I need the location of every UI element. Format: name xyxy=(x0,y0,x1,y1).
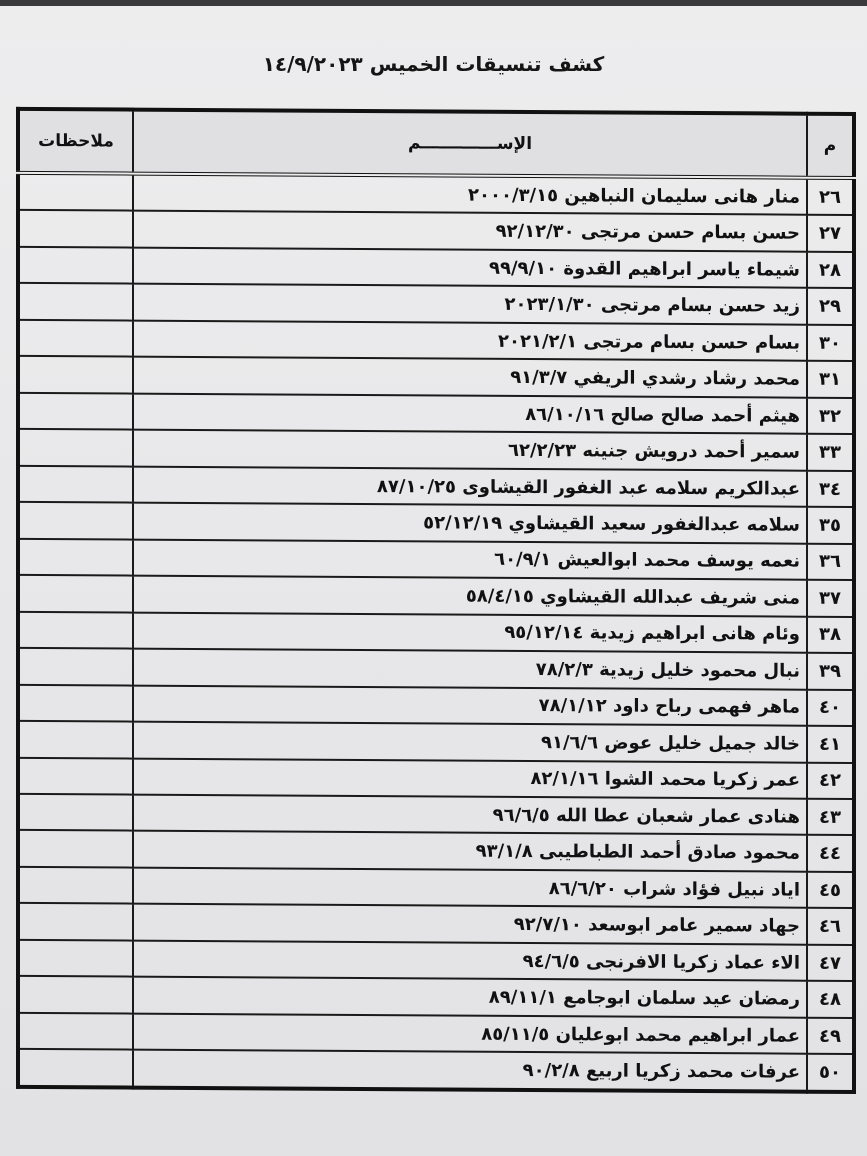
row-notes xyxy=(18,757,133,794)
table-row xyxy=(18,210,854,252)
row-notes xyxy=(18,648,133,685)
table-row xyxy=(18,757,854,799)
row-number: ٤٩ xyxy=(807,1017,854,1054)
table-row xyxy=(18,1049,854,1092)
row-notes xyxy=(18,794,133,831)
row-notes xyxy=(18,830,133,867)
row-notes xyxy=(18,684,133,721)
row-name: عبدالكريم سلامه عبد الغفور القيشاوى ٨٧/١٠/٢٥ xyxy=(133,466,807,507)
row-notes xyxy=(18,429,133,466)
table-row xyxy=(18,466,854,508)
row-number: ٣٣ xyxy=(807,434,854,471)
row-number: ٤٢ xyxy=(807,762,854,799)
row-number: ٣٥ xyxy=(807,507,854,544)
row-notes xyxy=(18,247,133,284)
table-row xyxy=(18,320,854,362)
row-number: ٤٦ xyxy=(807,908,854,945)
row-number: ٢٦ xyxy=(807,178,854,216)
table-row xyxy=(18,867,854,909)
row-notes xyxy=(18,976,133,1013)
table-row xyxy=(18,539,854,581)
row-number: ٣٤ xyxy=(807,470,854,507)
row-number: ٣٧ xyxy=(807,580,854,617)
row-number: ٢٧ xyxy=(807,215,854,252)
row-name: شيماء ياسر ابراهيم القدوة ٩٩/٩/١٠ xyxy=(133,248,807,289)
table-row xyxy=(18,575,854,617)
row-name: هيثم أحمد صالح صالح ٨٦/١٠/١٦ xyxy=(133,393,807,434)
row-number: ٣٨ xyxy=(807,616,854,653)
page-title: كشف تنسيقات الخميس ١٤/٩/٢٠٢٣ xyxy=(262,52,605,76)
row-number: ٣٢ xyxy=(807,398,854,435)
table-row xyxy=(18,903,854,945)
table-row xyxy=(18,830,854,872)
row-name: ماهر فهمى رباح داود ٧٨/١/١٢ xyxy=(133,685,807,726)
row-number: ٣١ xyxy=(807,361,854,398)
row-notes xyxy=(18,1049,133,1087)
row-number: ٣٠ xyxy=(807,325,854,362)
row-name: عرفات محمد زكريا اربيع ٩٠/٢/٨ xyxy=(133,1050,807,1092)
row-name: جهاد سمير عامر ابوسعد ٩٢/٧/١٠ xyxy=(133,904,807,945)
row-number: ٤١ xyxy=(807,726,854,763)
row-notes xyxy=(18,210,133,247)
row-notes xyxy=(18,466,133,503)
row-notes xyxy=(18,320,133,357)
row-name: نعمه يوسف محمد ابوالعيش ٦٠/٩/١ xyxy=(133,539,807,580)
row-number: ٣٩ xyxy=(807,653,854,690)
row-name: منى شريف عبدالله القيشاوي ٥٨/٤/١٥ xyxy=(133,576,807,617)
table-row xyxy=(18,684,854,726)
table-row xyxy=(18,721,854,763)
row-name: اياد نبيل فؤاد شراب ٨٦/٦/٢٠ xyxy=(133,868,807,909)
row-notes xyxy=(18,903,133,940)
row-name: خالد جميل خليل عوض ٩١/٦/٦ xyxy=(133,722,807,763)
row-notes xyxy=(18,283,133,320)
row-number: ٣٦ xyxy=(807,543,854,580)
table-row xyxy=(18,247,854,289)
names-table xyxy=(16,107,856,1094)
header-notes: ملاحظات xyxy=(18,109,133,174)
row-name: عمار ابراهيم محمد ابوعليان ٨٥/١١/٥ xyxy=(133,1013,807,1054)
table-row xyxy=(18,393,854,435)
table-row xyxy=(18,356,854,398)
table-row xyxy=(18,648,854,690)
row-notes xyxy=(18,612,133,649)
row-name: الاء عماد زكريا الافرنجى ٩٤/٦/٥ xyxy=(133,940,807,981)
row-number: ٥٠ xyxy=(807,1054,854,1092)
table-body xyxy=(18,173,854,1092)
row-notes xyxy=(18,502,133,539)
row-notes xyxy=(18,940,133,977)
row-number: ٢٨ xyxy=(807,252,854,289)
table-row xyxy=(18,794,854,836)
row-number: ٤٣ xyxy=(807,799,854,836)
row-name: سلامه عبدالغفور سعيد القيشاوي ٥٢/١٢/١٩ xyxy=(133,503,807,544)
table-row xyxy=(18,429,854,471)
header-name: الإســـــــــــــم xyxy=(133,110,807,178)
row-name: وئام هانى ابراهيم زيدية ٩٥/١٢/١٤ xyxy=(133,612,807,653)
row-notes xyxy=(18,539,133,576)
row-name: بسام حسن بسام مرتجى ٢٠٢١/٢/١ xyxy=(133,320,807,361)
row-name: نبال محمود خليل زيدية ٧٨/٢/٣ xyxy=(133,649,807,690)
row-name: سمير أحمد درويش جنينه ٦٢/٢/٢٣ xyxy=(133,430,807,471)
row-number: ٢٩ xyxy=(807,288,854,325)
row-name: هنادى عمار شعبان عطا الله ٩٦/٦/٥ xyxy=(133,795,807,836)
row-name: منار هانى سليمان النباهين ٢٠٠٠/٣/١٥ xyxy=(133,174,807,216)
table-row xyxy=(18,283,854,325)
row-name: حسن بسام حسن مرتجى ٩٢/١٢/٣٠ xyxy=(133,211,807,252)
row-number: ٤٥ xyxy=(807,872,854,909)
row-notes xyxy=(18,356,133,393)
row-notes xyxy=(18,393,133,430)
row-number: ٤٨ xyxy=(807,981,854,1018)
row-name: رمضان عيد سلمان ابوجامع ٨٩/١١/١ xyxy=(133,977,807,1018)
table-row xyxy=(18,1013,854,1055)
row-notes xyxy=(18,575,133,612)
table-row xyxy=(18,502,854,544)
header-number: م xyxy=(807,114,854,178)
row-notes xyxy=(18,867,133,904)
row-name: زيد حسن بسام مرتجى ٢٠٢٣/١/٣٠ xyxy=(133,284,807,325)
table-row xyxy=(18,940,854,982)
row-name: عمر زكريا محمد الشوا ٨٢/١/١٦ xyxy=(133,758,807,799)
row-number: ٤٤ xyxy=(807,835,854,872)
row-notes xyxy=(18,721,133,758)
table-row xyxy=(18,976,854,1018)
row-notes xyxy=(18,1013,133,1050)
row-number: ٤٧ xyxy=(807,945,854,982)
row-notes xyxy=(18,173,133,211)
row-number: ٤٠ xyxy=(807,689,854,726)
table-row xyxy=(18,612,854,654)
table-header-row xyxy=(18,109,854,178)
row-name: محمود صادق أحمد الطباطيبى ٩٣/١/٨ xyxy=(133,831,807,872)
table-row xyxy=(18,173,854,216)
row-name: محمد رشاد رشدي الريفي ٩١/٣/٧ xyxy=(133,357,807,398)
